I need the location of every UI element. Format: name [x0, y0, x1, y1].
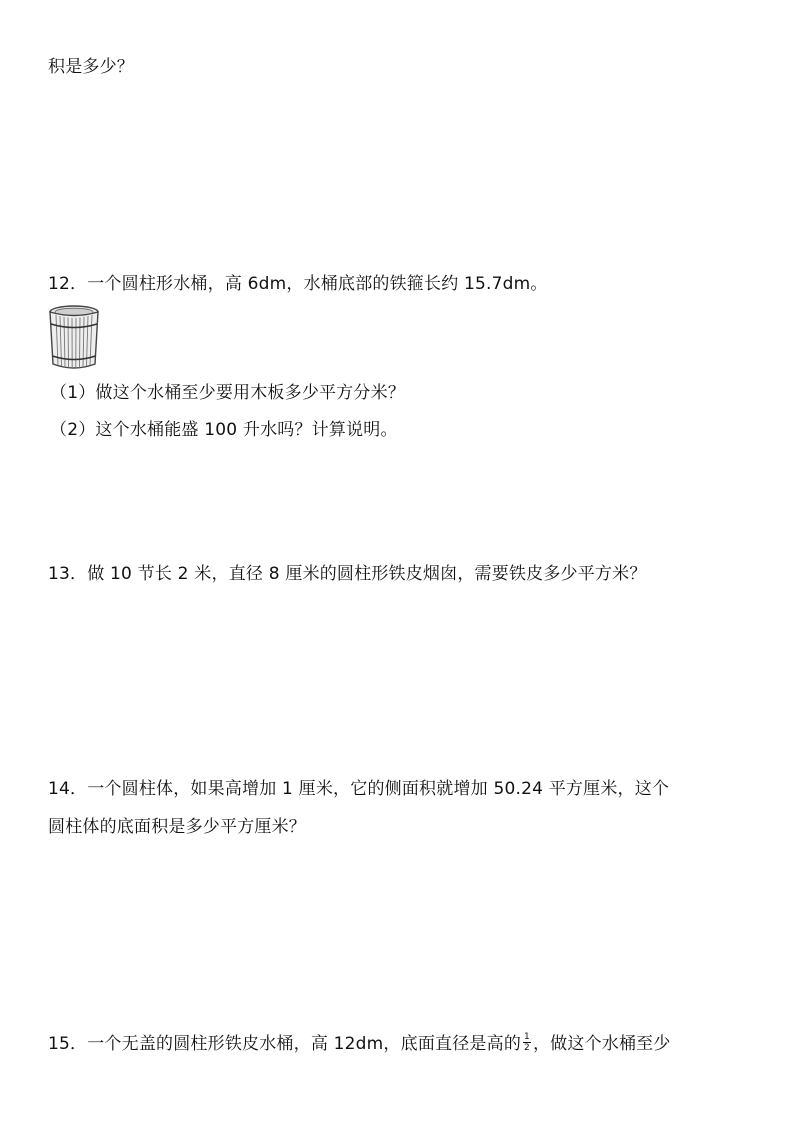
question-12-part-2: （2）这个水桶能盛 100 升水吗？计算说明。 [50, 420, 398, 440]
fraction-numerator: 1 [524, 1031, 530, 1042]
question-13-text: 13．做 10 节长 2 米，直径 8 厘米的圆柱形铁皮烟囱，需要铁皮多少平方米？ [48, 564, 647, 584]
question-15-text [48, 1032, 671, 1056]
question-15-text-before: 15．一个无盖的圆柱形铁皮水桶，高 12dm，底面直径是高的 [48, 1034, 522, 1054]
fraction-one-half [523, 1032, 531, 1053]
bucket-icon [48, 304, 100, 370]
question-14-line-2: 圆柱体的底面积是多少平方厘米？ [48, 817, 306, 837]
previous-question-continuation: 积是多少？ [48, 57, 134, 77]
question-12-text: 12．一个圆柱形水桶，高 6dm，水桶底部的铁箍长约 15.7dm。 [48, 274, 548, 294]
fraction-denominator: 2 [524, 1042, 530, 1053]
question-14-line-1: 14．一个圆柱体，如果高增加 1 厘米，它的侧面积就增加 50.24 平方厘米，这个 [48, 779, 670, 799]
wooden-bucket-illustration [48, 304, 100, 370]
question-15-text-after: ，做这个水桶至少 [532, 1034, 671, 1054]
question-12-part-1: （1）做这个水桶至少要用木板多少平方分米？ [50, 383, 406, 403]
